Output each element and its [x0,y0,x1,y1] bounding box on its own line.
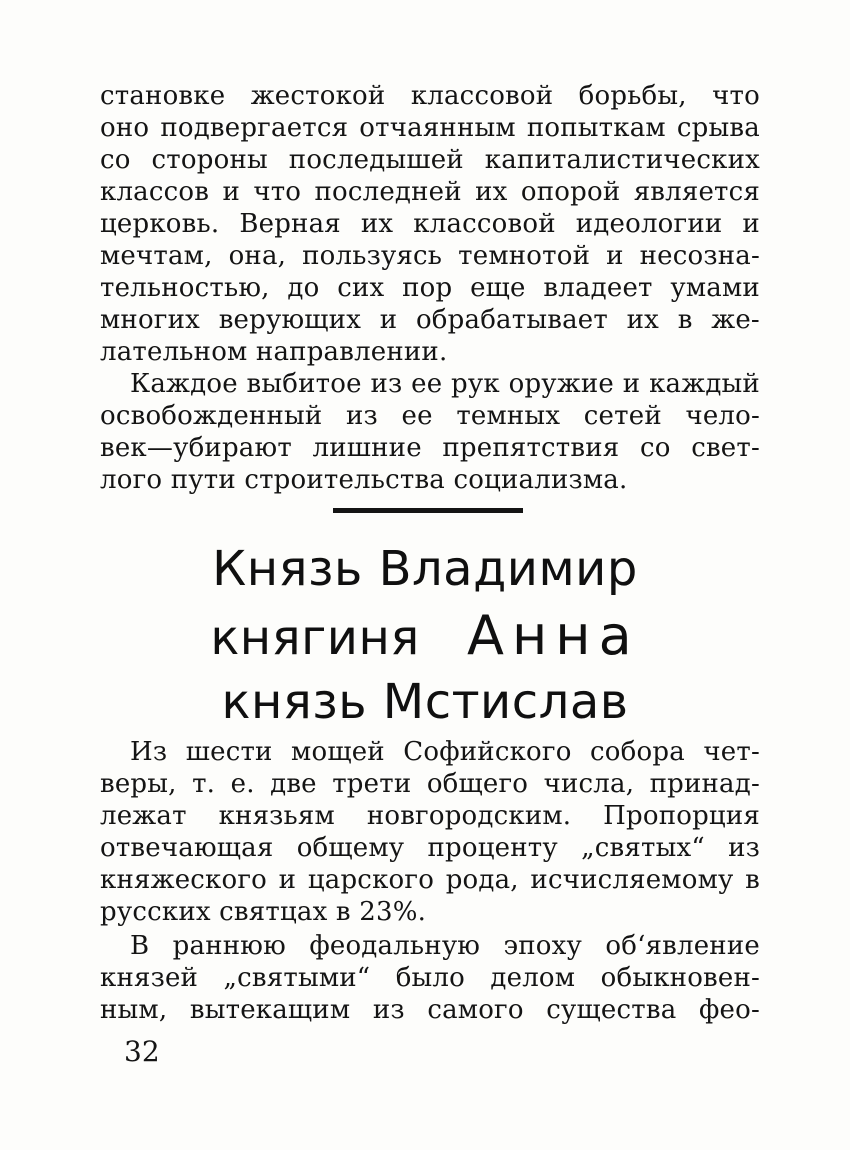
text-line: князей „святыми“ было делом обыкновен- [100,963,760,993]
text-line: церковь. Верная их классовой идеологии и [100,209,760,239]
heading-word-spaced: Анна [467,604,640,667]
paragraph [100,738,760,930]
text-line: освобожденный из ее темных сетей чело- [100,401,760,431]
text-line: Каждое выбитое из ее рук оружие и каждый [130,369,760,399]
text-line: лательном направлении. [100,337,448,367]
text-line: классов и что последней их опорой является [100,177,760,207]
text-line: тельностью, до сих пор еще владеет умами [100,273,760,303]
paragraph [100,932,760,1028]
text-line: княжеского и царского рода, исчисляемому в [100,865,760,895]
text-line: ным, вытекащим из самого существа фео- [100,995,760,1025]
paragraph-continued [100,82,760,370]
text-line: многих верующих и обрабатывает их в же- [100,305,760,335]
paragraph [100,370,760,498]
text-line: отвечающая общему проценту „святых“ из [100,833,760,863]
section-divider [333,508,523,513]
chapter-heading-line-2 [0,604,850,667]
text-line: Из шести мощей Софийского собора чет- [130,737,760,767]
text-line: В раннюю феодальную эпоху об‘явление [130,931,760,961]
text-line: становке жестокой классовой борьбы, что [100,81,760,111]
text-line: лого пути строительства социализма. [100,465,628,495]
text-line: русских святцах в 23%. [100,897,427,927]
text-line: со стороны последышей капиталистических [100,145,760,175]
text-line: оно подвергается отчаянным попыткам срыва [100,113,760,143]
text-line: мечтам, она, пользуясь темнотой и несозна- [100,241,760,271]
chapter-heading-line-1: Князь Владимир [212,541,638,597]
page-number: 32 [124,1035,160,1068]
text-line: век—убирают лишние препятствия со свет- [100,433,760,463]
heading-word: княгиня [210,610,420,666]
text-line: веры, т. е. две трети общего числа, принад- [100,769,760,799]
chapter-heading-line-3: князь Мстислав [221,674,629,730]
text-line: лежат князьям новгородским. Пропорция [100,801,760,831]
